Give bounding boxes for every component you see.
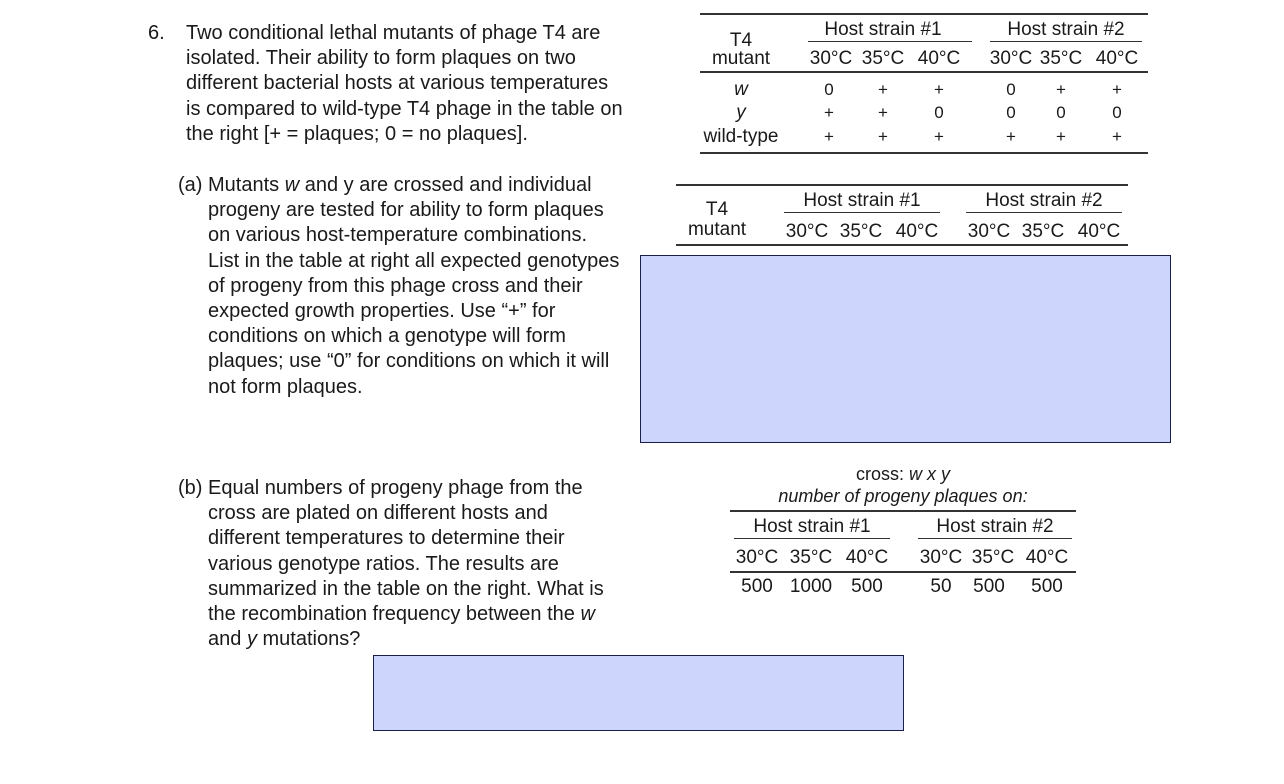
host1-rule: [734, 538, 890, 539]
temp-header: 40°C: [1077, 221, 1121, 242]
host1-header: Host strain #1: [824, 19, 942, 40]
part-b-line: (b) Equal numbers of progeny phage from the: [178, 477, 583, 499]
row-label-w: w: [734, 79, 748, 100]
table-cell: 0: [1006, 80, 1016, 99]
cross-value: w x y: [909, 464, 951, 484]
temp-header: 30°C: [919, 547, 963, 568]
table-cell: 0: [1056, 103, 1066, 122]
part-a-line: List in the table at right all expected genotypes: [208, 249, 620, 272]
part-b-line: and y mutations?: [208, 628, 361, 651]
table-rule: [700, 152, 1148, 154]
table-cell: 0: [934, 103, 944, 122]
table-cell: +: [1112, 80, 1122, 99]
part-b-line: summarized in the table on the right. What is: [208, 577, 604, 600]
count-value: 500: [1031, 576, 1063, 597]
row-label-wild-type: wild-type: [703, 126, 779, 147]
temp-header: 35°C: [861, 48, 905, 69]
host2-header: Host strain #2: [1007, 19, 1125, 40]
cross-caption: [730, 463, 1076, 485]
host2-rule: [918, 538, 1072, 539]
temp-header: 30°C: [809, 48, 853, 69]
temp-header: 35°C: [971, 547, 1015, 568]
intro-line: the right [+ = plaques; 0 = no plaques].: [186, 122, 528, 145]
table-cell: +: [824, 127, 834, 146]
temp-header: 35°C: [839, 221, 883, 242]
table-cell: +: [934, 80, 944, 99]
intro-line: isolated. Their ability to form plaques on two: [186, 47, 576, 70]
temp-header: 30°C: [785, 221, 829, 242]
table-cell: 0: [1112, 103, 1122, 122]
part-b-line: the recombination frequency between the w: [208, 603, 595, 626]
host1-rule: [784, 212, 940, 213]
part-a-line: (a) Mutants w and y are crossed and individual: [178, 174, 592, 196]
table-cell: +: [878, 103, 888, 122]
table-cell: +: [878, 127, 888, 146]
cross-subtitle: number of progeny plaques on:: [778, 486, 1028, 506]
part-a-line: plaques; use “0” for conditions on which it will: [208, 350, 610, 373]
temp-header: 35°C: [1021, 221, 1065, 242]
question-intro: [186, 21, 623, 147]
count-value: 500: [741, 576, 773, 597]
part-b-line: various genotype ratios. The results are: [208, 552, 559, 575]
table-rule: [676, 184, 1128, 186]
col-header-t4: T4: [729, 30, 753, 51]
temp-header: 40°C: [895, 221, 939, 242]
count-value: 1000: [789, 576, 833, 597]
part-a-text: [178, 173, 619, 400]
table-cell: +: [1056, 127, 1066, 146]
part-b-text: [178, 476, 604, 652]
temp-header: 40°C: [1095, 48, 1139, 69]
part-a-answer-box[interactable]: [640, 255, 1171, 443]
table-cell: +: [1006, 127, 1016, 146]
count-value: 500: [851, 576, 883, 597]
table-cell: +: [1112, 127, 1122, 146]
count-value: 50: [930, 576, 952, 597]
part-b-answer-box[interactable]: [373, 655, 904, 731]
table-cell: +: [878, 80, 888, 99]
temp-header: 40°C: [845, 547, 889, 568]
host2-rule: [990, 41, 1142, 42]
col-header-t4: T4: [705, 199, 729, 220]
table-rule: [730, 571, 1076, 573]
table-cell: +: [1056, 80, 1066, 99]
part-a-line: of progeny from this phage cross and their: [208, 274, 583, 297]
count-value: 500: [973, 576, 1005, 597]
intro-line: is compared to wild-type T4 phage in the table on: [186, 97, 623, 120]
intro-line: Two conditional lethal mutants of phage T4 are: [186, 22, 601, 44]
col-header-mutant: mutant: [711, 48, 771, 69]
part-a-line: not form plaques.: [208, 375, 363, 398]
table-cell: +: [824, 103, 834, 122]
temp-header: 35°C: [1039, 48, 1083, 69]
intro-line: different bacterial hosts at various temperatures: [186, 72, 609, 95]
question-number: 6.: [148, 22, 165, 44]
part-a-line: conditions on which a genotype will form: [208, 325, 566, 348]
temp-header: 30°C: [989, 48, 1033, 69]
row-label-y: y: [736, 102, 746, 123]
table-rule: [700, 71, 1148, 73]
temp-header: 35°C: [789, 547, 833, 568]
temp-header: 30°C: [735, 547, 779, 568]
host2-header: Host strain #2: [936, 516, 1054, 537]
host2-rule: [966, 212, 1122, 213]
table-cell: +: [934, 127, 944, 146]
part-a-line: expected growth properties. Use “+” for: [208, 300, 556, 323]
host1-header: Host strain #1: [753, 516, 871, 537]
col-header-mutant: mutant: [687, 219, 747, 240]
part-a-line: progeny are tested for ability to form plaques: [208, 199, 604, 222]
host1-rule: [808, 41, 972, 42]
host1-header: Host strain #1: [803, 190, 921, 211]
cross-prefix: cross:: [855, 464, 909, 484]
part-b-line: different temperatures to determine their: [208, 527, 565, 550]
temp-header: 30°C: [967, 221, 1011, 242]
part-b-line: cross are plated on different hosts and: [208, 502, 548, 525]
part-a-line: on various host-temperature combinations.: [208, 224, 588, 247]
temp-header: 40°C: [1025, 547, 1069, 568]
table-cell: 0: [824, 80, 834, 99]
temp-header: 40°C: [917, 48, 961, 69]
table-rule: [700, 13, 1148, 15]
table-cell: 0: [1006, 103, 1016, 122]
table-rule: [730, 510, 1076, 512]
host2-header: Host strain #2: [985, 190, 1103, 211]
table-rule: [676, 244, 1128, 246]
